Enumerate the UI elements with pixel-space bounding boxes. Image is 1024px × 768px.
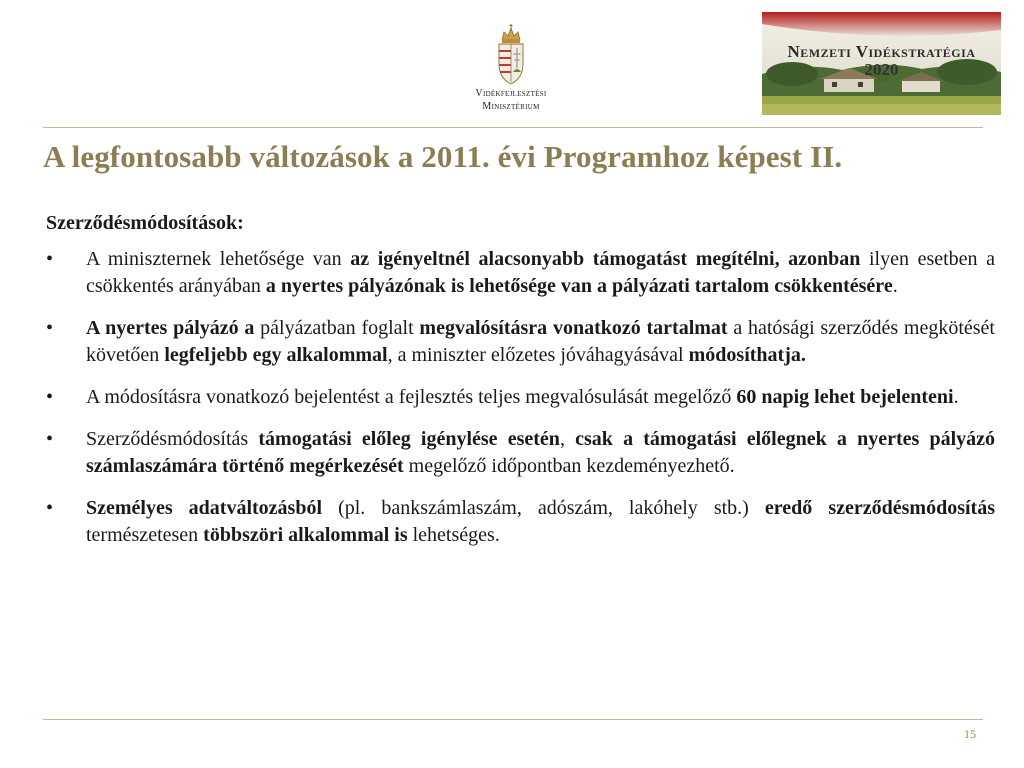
bullet-bold-text: a nyertes pályázónak is lehetősége van a pályázati tartalom csökkentésére bbox=[265, 275, 893, 297]
bullet-text: ilyen esetben a csökkentés arányában bbox=[86, 248, 995, 297]
hungarian-coat-of-arms-icon bbox=[494, 24, 528, 86]
ministry-name-line2: Minisztérium bbox=[482, 101, 540, 112]
bullet-bold-text: támogatási előleg igénylése esetén bbox=[258, 428, 560, 450]
bullet-bold-text: megvalósításra vonatkozó tartalmat bbox=[419, 317, 728, 339]
ministry-logo bbox=[446, 24, 576, 112]
bullet-item bbox=[46, 315, 995, 369]
footer-divider bbox=[43, 719, 983, 720]
bullet-bold-text: 60 napig lehet bejelenteni bbox=[736, 386, 954, 408]
bullet-item bbox=[46, 495, 995, 549]
bullet-bold-text: legfeljebb egy alkalommal bbox=[164, 344, 388, 366]
bullet-text: . bbox=[953, 386, 959, 408]
bullet-item bbox=[46, 384, 995, 411]
header-divider bbox=[43, 127, 983, 128]
bullet-bold-text: az igényeltnél alacsonyabb támogatást megítélni, azonban bbox=[350, 248, 861, 270]
bullet-text: pályázatban foglalt bbox=[254, 317, 420, 339]
bullet-bold-text: A nyertes pályázó a bbox=[86, 317, 255, 339]
section-subheading: Szerződésmódosítások: bbox=[46, 212, 244, 234]
bullet-bold-text: többszöri alkalommal is bbox=[203, 524, 408, 546]
bullet-text: A miniszternek lehetősége van bbox=[86, 248, 351, 270]
bullet-text: Szerződésmódosítás bbox=[86, 428, 259, 450]
ministry-name-line1: Vidékfejlesztési bbox=[475, 88, 547, 99]
bullet-text: , bbox=[559, 428, 576, 450]
strategy-banner bbox=[762, 12, 1001, 115]
bullet-item bbox=[46, 246, 995, 300]
bullet-bold-text: csak a támogatási előlegnek a nyertes pályázó számlaszámára történő megérkezését bbox=[86, 428, 996, 477]
bullet-text: lehetséges. bbox=[407, 524, 500, 546]
bullet-list bbox=[46, 246, 995, 564]
bullet-text: A módosításra vonatkozó bejelentést a fejlesztés teljes megvalósulását megelőző bbox=[86, 386, 737, 408]
bullet-text: (pl. bankszámlaszám, adószám, lakóhely stb.) bbox=[322, 497, 765, 519]
page-number: 15 bbox=[964, 727, 976, 741]
bullet-text: a hatósági szerződés megkötését követően bbox=[86, 317, 995, 366]
page-title: A legfontosabb változások a 2011. évi Programhoz képest II. bbox=[43, 139, 843, 174]
bullet-bold-text: módosíthatja. bbox=[688, 344, 806, 366]
bullet-text: , a miniszter előzetes jóváhagyásával bbox=[387, 344, 689, 366]
bullet-text: . bbox=[892, 275, 898, 297]
bullet-text: megelőző időpontban kezdeményezhető. bbox=[403, 455, 735, 477]
bullet-item bbox=[46, 426, 995, 480]
bullet-bold-text: Személyes adatváltozásból bbox=[86, 497, 323, 519]
bullet-bold-text: eredő szerződésmódosítás bbox=[764, 497, 995, 519]
banner-year: 2020 bbox=[864, 60, 899, 79]
bullet-text: természetesen bbox=[86, 524, 204, 546]
banner-title: Nemzeti Vidékstratégia bbox=[787, 42, 976, 61]
